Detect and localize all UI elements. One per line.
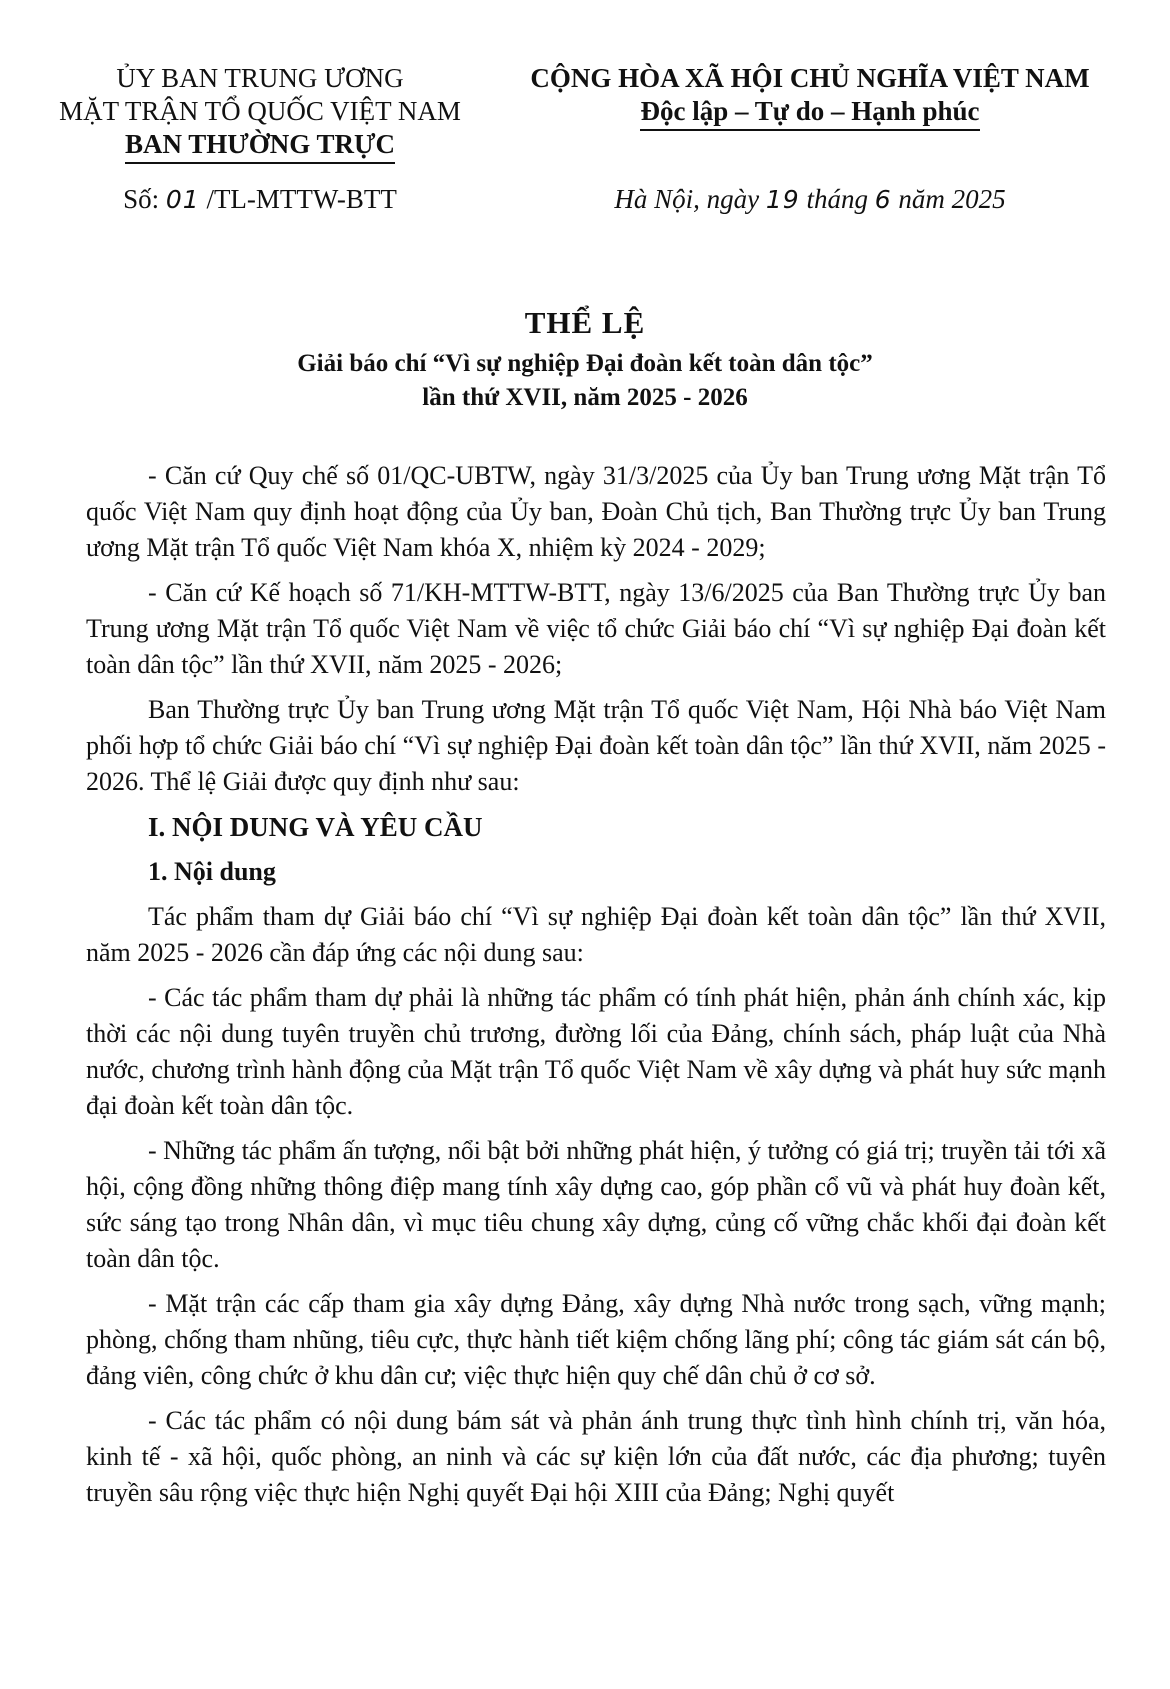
document-subtitle-2: lần thứ XVII, năm 2025 - 2026 <box>422 384 748 411</box>
subsection-heading: 1. Nội dung <box>148 857 276 886</box>
motto-text: Độc lập – Tự do – Hạnh phúc <box>640 95 979 131</box>
paragraph-legal-basis-1: - Căn cứ Quy chế số 01/QC-UBTW, ngày 31/3/2025 của Ủy ban Trung ương Mặt trận Tổ quốc Việt Nam quy định hoạt động của Ủy ban, Đoàn Chủ tịch, Ban Thường trực Ủy ban Trung ương Mặt trận Tổ quốc Việt Nam khóa X, nhiệm kỳ 2024 - 2029; <box>86 461 1106 562</box>
number-prefix: Số: <box>123 184 160 214</box>
document-subtitle-1: Giải báo chí “Vì sự nghiệp Đại đoàn kết toàn dân tộc” <box>297 350 873 377</box>
paragraph-content-2: - Những tác phẩm ấn tượng, nổi bật bởi những phát hiện, ý tưởng có giá trị; truyền tải tới xã hội, cộng đồng những thông điệp mang tính xây dựng cao, góp phần cổ vũ và phát huy đoàn kết, sức sáng tạo trong Nhân dân, vì mục tiêu chung xây dựng, củng cố vững chắc khối đại đoàn kết toàn dân tộc. <box>86 1136 1106 1273</box>
paragraph-content-4: - Các tác phẩm có nội dung bám sát và phản ánh trung thực tình hình chính trị, văn hóa, kinh tế - xã hội, quốc phòng, an ninh và các sự kiện lớn của đất nước, các địa phương; tuyên truyền sâu rộng việc thực hiện Nghị quyết Đại hội XIII của Đảng; Nghị quyết <box>86 1406 1106 1507</box>
document-number <box>40 184 480 215</box>
country-name: CỘNG HÒA XÃ HỘI CHỦ NGHĨA VIỆT NAM <box>530 63 1090 93</box>
agency-line-3-text: BAN THƯỜNG TRỰC <box>125 128 395 164</box>
paragraph-content-intro: Tác phẩm tham dự Giải báo chí “Vì sự nghiệp Đại đoàn kết toàn dân tộc” lần thứ XVII, năm 2025 - 2026 cần đáp ứng các nội dung sau: <box>86 902 1106 967</box>
document-body <box>86 458 1106 1520</box>
document-title: THỂ LỆ <box>524 305 646 340</box>
title-block <box>0 305 1170 415</box>
number-handwritten: 01 <box>165 185 200 214</box>
date-month: 6 <box>874 185 892 214</box>
paragraph-content-1: - Các tác phẩm tham dự phải là những tác phẩm có tính phát hiện, phản ánh chính xác, kịp thời các nội dung tuyên truyền chủ trương, đường lối của Đảng, chính sách, pháp luật của Nhà nước, chương trình hành động của Mặt trận Tổ quốc Việt Nam về xây dựng và phát huy sức mạnh đại đoàn kết toàn dân tộc. <box>86 983 1107 1120</box>
number-suffix: /TL-MTTW-BTT <box>206 184 397 214</box>
motto-line <box>500 95 1120 131</box>
date-part-1: Hà Nội, ngày <box>614 184 760 214</box>
agency-line-3 <box>40 128 480 164</box>
paragraph-content-3: - Mặt trận các cấp tham gia xây dựng Đảng, xây dựng Nhà nước trong sạch, vững mạnh; phòng, chống tham nhũng, tiêu cực, thực hành tiết kiệm chống lãng phí; công tác giám sát cán bộ, đảng viên, công chức ở khu dân cư; việc thực hiện quy chế dân chủ ở cơ sở. <box>86 1289 1106 1390</box>
date-part-2: tháng <box>806 184 868 214</box>
section-heading: I. NỘI DUNG VÀ YÊU CẦU <box>148 812 483 842</box>
date-part-3: năm 2025 <box>898 184 1006 214</box>
national-motto <box>500 62 1120 131</box>
paragraph-legal-basis-2: - Căn cứ Kế hoạch số 71/KH-MTTW-BTT, ngày 13/6/2025 của Ban Thường trực Ủy ban Trung ương Mặt trận Tổ quốc Việt Nam về việc tổ chức Giải báo chí “Vì sự nghiệp Đại đoàn kết toàn dân tộc” lần thứ XVII, năm 2025 - 2026; <box>86 578 1106 679</box>
paragraph-preamble: Ban Thường trực Ủy ban Trung ương Mặt trận Tổ quốc Việt Nam, Hội Nhà báo Việt Nam phối hợp tổ chức Giải báo chí “Vì sự nghiệp Đại đoàn kết toàn dân tộc” lần thứ XVII, năm 2025 - 2026. Thể lệ Giải được quy định như sau: <box>86 695 1106 796</box>
issuing-agency <box>40 62 480 164</box>
agency-line-2: MẶT TRẬN TỔ QUỐC VIỆT NAM <box>59 96 461 126</box>
date-day: 19 <box>765 185 800 214</box>
document-date <box>500 184 1120 215</box>
agency-line-1: ỦY BAN TRUNG ƯƠNG <box>116 63 404 93</box>
document-header <box>0 62 1170 232</box>
